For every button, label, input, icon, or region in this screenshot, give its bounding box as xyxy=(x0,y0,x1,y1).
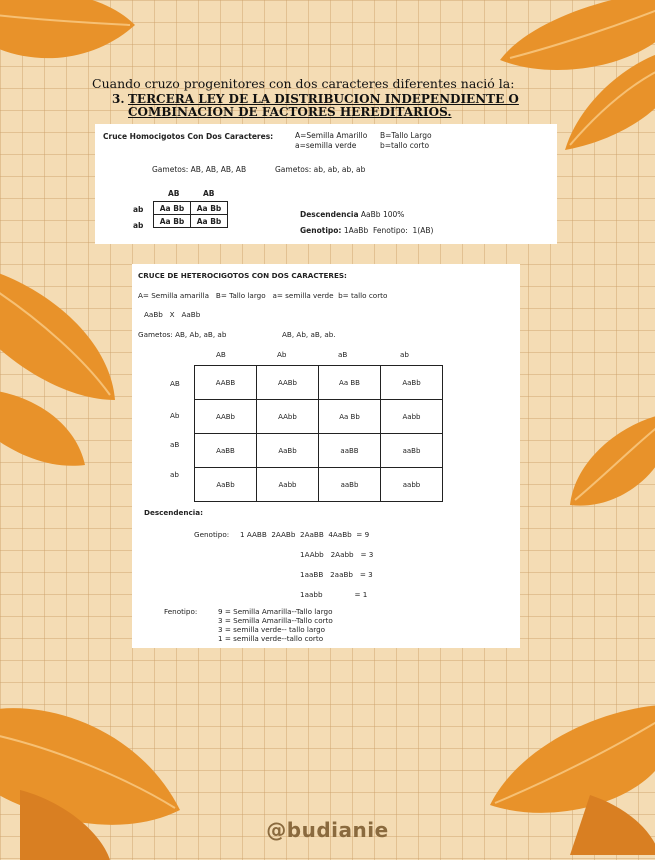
fenotipo-label: Fenotipo: xyxy=(164,607,198,616)
grid-cell: aaBB xyxy=(319,434,381,468)
genotipo-label: Genotipo: xyxy=(300,226,342,235)
grid-cell: Aa Bb xyxy=(154,215,191,228)
row-header: aB xyxy=(170,440,180,449)
row-header: AB xyxy=(170,379,180,388)
grid-cell: Aa Bb xyxy=(154,202,191,215)
descendencia-label: Descendencia: xyxy=(144,508,203,517)
leaf-left-middle-icon xyxy=(0,270,120,470)
heading-line2: COMBINACION DE FACTORES HEREDITARIOS. xyxy=(128,105,452,119)
col-header: aB xyxy=(338,350,348,359)
grid-cell: Aabb xyxy=(257,468,319,502)
fenotipo-line: 9 = Semilla Amarilla--Tallo largo xyxy=(218,607,333,616)
grid-cell: Aa Bb xyxy=(191,215,228,228)
grid-cell: aaBb xyxy=(381,434,443,468)
col-header: AB xyxy=(203,189,215,198)
heading-number: 3. xyxy=(112,92,125,106)
heterocigotos-title: CRUCE DE HETEROCIGOTOS CON DOS CARACTERES: xyxy=(138,271,347,280)
fenotipo-line: 3 = semilla verde-- tallo largo xyxy=(218,625,326,634)
descendencia-row xyxy=(300,210,404,219)
intro-text: Cuando cruzo progenitores con dos caracteres diferentes nació la: xyxy=(92,76,515,91)
col-header: AB xyxy=(216,350,226,359)
fenotipo-value: 1(AB) xyxy=(412,226,434,235)
row-header: ab xyxy=(170,470,179,479)
gametos-parent2: Gametos: ab, ab, ab, ab xyxy=(275,165,366,174)
grid-cell: Aabb xyxy=(381,400,443,434)
col-header: ab xyxy=(400,350,409,359)
row-header: Ab xyxy=(170,411,180,420)
fenotipo-line: 1 = semilla verde--tallo corto xyxy=(218,634,324,643)
heading-line1: TERCERA LEY DE LA DISTRIBUCION INDEPENDIENTE O xyxy=(128,92,519,106)
legend-item: a=semilla verde xyxy=(295,141,357,150)
fenotipo-line: 3 = Semilla Amarilla--Tallo corto xyxy=(218,616,333,625)
fenotipo-label: Fenotipo: xyxy=(373,226,408,235)
grid-cell: aabb xyxy=(381,468,443,502)
grid-cell: AaBb xyxy=(195,468,257,502)
leaf-top-left-icon xyxy=(0,0,140,75)
leaf-right-middle-icon xyxy=(560,415,655,525)
homocigotos-punnett-grid xyxy=(153,201,228,228)
col-header: AB xyxy=(168,189,180,198)
cross-notation: AaBb X AaBb xyxy=(144,310,201,319)
legend-item: B=Tallo Largo xyxy=(380,131,432,140)
col-header: Ab xyxy=(277,350,287,359)
grid-cell: AABb xyxy=(257,366,319,400)
genotipo-label: Genotipo: xyxy=(194,530,230,539)
gametos-parent1: Gametos: AB, AB, AB, AB xyxy=(152,165,247,174)
watermark: @budianie xyxy=(266,818,389,842)
heterocigotos-punnett-grid xyxy=(194,365,443,502)
grid-cell: AaBb xyxy=(381,366,443,400)
grid-cell: AaBB xyxy=(195,434,257,468)
homocigotos-card xyxy=(95,124,557,244)
gametos-parent2: AB, Ab, aB, ab. xyxy=(282,330,336,339)
genotipo-line: 1 AABB 2AABb 2AaBB 4AaBb = 9 xyxy=(240,530,370,539)
grid-cell: Aa Bb xyxy=(191,202,228,215)
genotipo-row xyxy=(300,226,433,235)
legend-item: b=tallo corto xyxy=(380,141,430,150)
grid-cell: Aa BB xyxy=(319,366,381,400)
grid-cell: AAbb xyxy=(257,400,319,434)
gametos-parent1: Gametos: AB, Ab, aB, ab xyxy=(138,330,227,339)
row-header: ab xyxy=(133,205,144,214)
grid-cell: Aa Bb xyxy=(319,400,381,434)
genotipo-line: 1aaBB 2aaBb = 3 xyxy=(300,570,373,579)
genotipo-value: 1AaBb xyxy=(343,226,369,235)
descendencia-label: Descendencia xyxy=(300,210,359,219)
grid-cell: AABb xyxy=(195,400,257,434)
genotipo-line: 1aabb = 1 xyxy=(300,590,368,599)
descendencia-value: AaBb 100% xyxy=(360,210,405,219)
row-header: ab xyxy=(133,221,144,230)
homocigotos-title: Cruce Homocigotos Con Dos Caracteres: xyxy=(103,132,274,141)
legend-item: A=Semilla Amarillo xyxy=(295,131,368,140)
grid-cell: aaBb xyxy=(319,468,381,502)
section-heading xyxy=(112,93,552,119)
heterocigotos-legend: A= Semilla amarilla B= Tallo largo a= semilla verde b= tallo corto xyxy=(138,291,388,300)
heterocigotos-card xyxy=(132,264,520,648)
grid-cell: AaBb xyxy=(257,434,319,468)
genotipo-line: 1AAbb 2Aabb = 3 xyxy=(300,550,374,559)
grid-cell: AABB xyxy=(195,366,257,400)
